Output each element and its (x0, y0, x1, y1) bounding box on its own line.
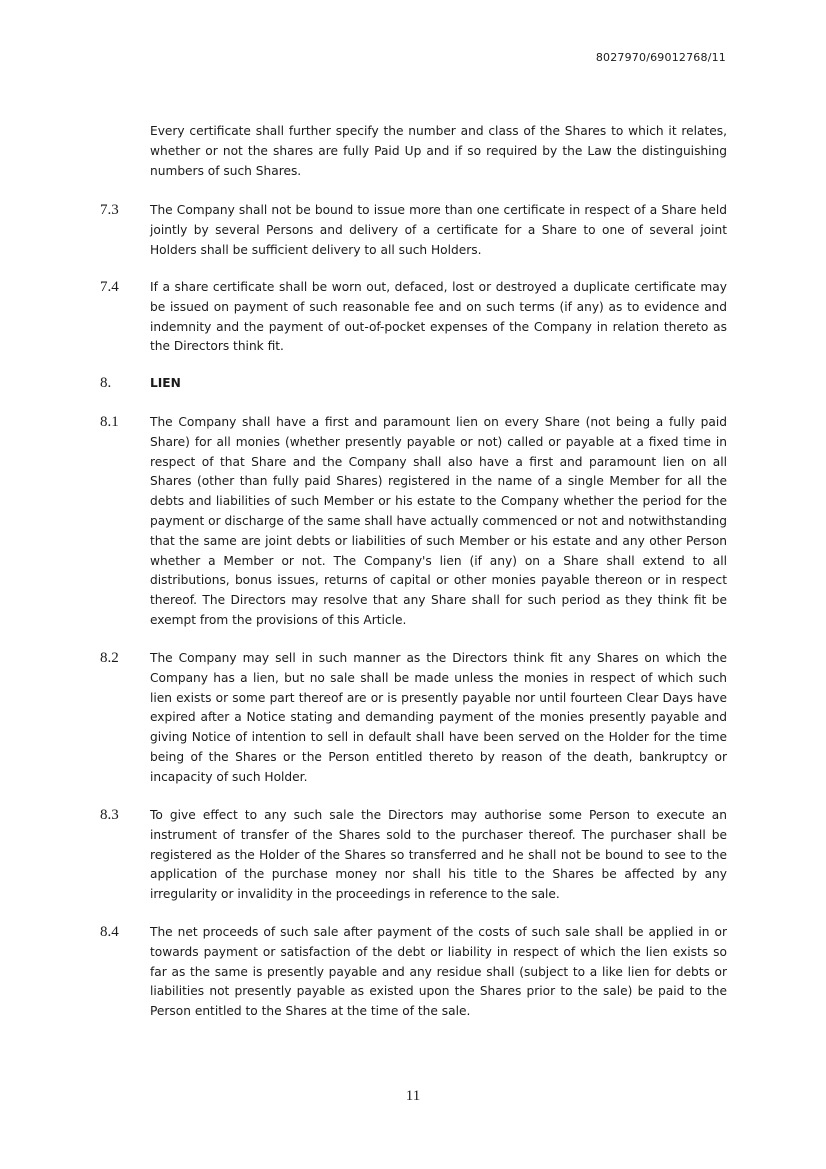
clause-number-8-4: 8.4 (100, 924, 119, 940)
page-number: 11 (405, 1088, 421, 1104)
clause-7-4-text: If a share certificate shall be worn out, defaced, lost or destroyed a duplicate certificate may be issued on payment of such reasonable fee and on such terms (if any) as to evidence and indemnity and the payment of out-of-pocket expenses of the Company in relation thereto as the Directors think fit. (150, 280, 727, 354)
section-number-8: 8. (100, 375, 112, 391)
clause-number-8-1: 8.1 (100, 414, 119, 430)
clause-number-8-2: 8.2 (100, 650, 119, 666)
clause-8-1-text: The Company shall have a first and paramount lien on every Share (not being a fully paid Share) for all monies (whether presently payable or not) called or payable at a fixed time in respect of that Share and the Company shall also have a first and paramount lien on all Shares (other than fully paid Shares) registered in the name of a single Member for all the debts and liabilities of such Member or his estate to the Company whether the period for the payment or discharge of the same shall have actually commenced or not and notwithstanding that the same are joint debts or liabilities of such Member or his estate and any other Person whether a Member or not. The Company's lien (if any) on a Share shall extend to all distributions, bonus issues, returns of capital or other monies payable thereon or in respect thereof. The Directors may resolve that any Share shall for such period as they think fit be exempt from the provisions of this Article. (150, 415, 727, 627)
clause-number-8-3: 8.3 (100, 807, 119, 823)
section-heading-lien: LIEN (150, 376, 181, 390)
clause-8-2-text: The Company may sell in such manner as the Directors think fit any Shares on which the Company has a lien, but no sale shall be made unless the monies in respect of which such lien exists or some part thereof are or is presently payable nor until fourteen Clear Days have expired after a Notice stating and demanding payment of the monies presently payable and giving Notice of intention to sell in default shall have been served on the Holder for the time being of the Shares or the Person entitled thereto by reason of the death, bankruptcy or incapacity of such Holder. (150, 651, 727, 784)
document-reference: 8027970/69012768/11 (595, 51, 726, 64)
clause-7-3-text: The Company shall not be bound to issue more than one certificate in respect of a Share held jointly by several Persons and delivery of a certificate for a Share to one of several joint Holders shall be sufficient delivery to all such Holders. (150, 203, 727, 257)
clause-7-2-continuation: Every certificate shall further specify the number and class of the Shares to which it relates, whether or not the shares are fully Paid Up and if so required by the Law the distinguishing numbers of such Shares. (150, 124, 727, 178)
clause-8-3-text: To give effect to any such sale the Directors may authorise some Person to execute an instrument of transfer of the Shares sold to the purchaser thereof. The purchaser shall be registered as the Holder of the Shares so transferred and he shall not be bound to see to the application of the purchase money nor shall his title to the Shares be affected by any irregularity or invalidity in the proceedings in reference to the sale. (150, 808, 727, 902)
clause-8-4-text: The net proceeds of such sale after payment of the costs of such sale shall be applied in or towards payment or satisfaction of the debt or liability in respect of which the lien exists so far as the same is presently payable and any residue shall (subject to a like lien for debts or liabilities not presently payable as existed upon the Shares prior to the sale) be paid to the Person entitled to the Shares at the time of the sale. (150, 925, 727, 1019)
clause-number-7-4: 7.4 (100, 279, 119, 295)
clause-number-7-3: 7.3 (100, 202, 119, 218)
